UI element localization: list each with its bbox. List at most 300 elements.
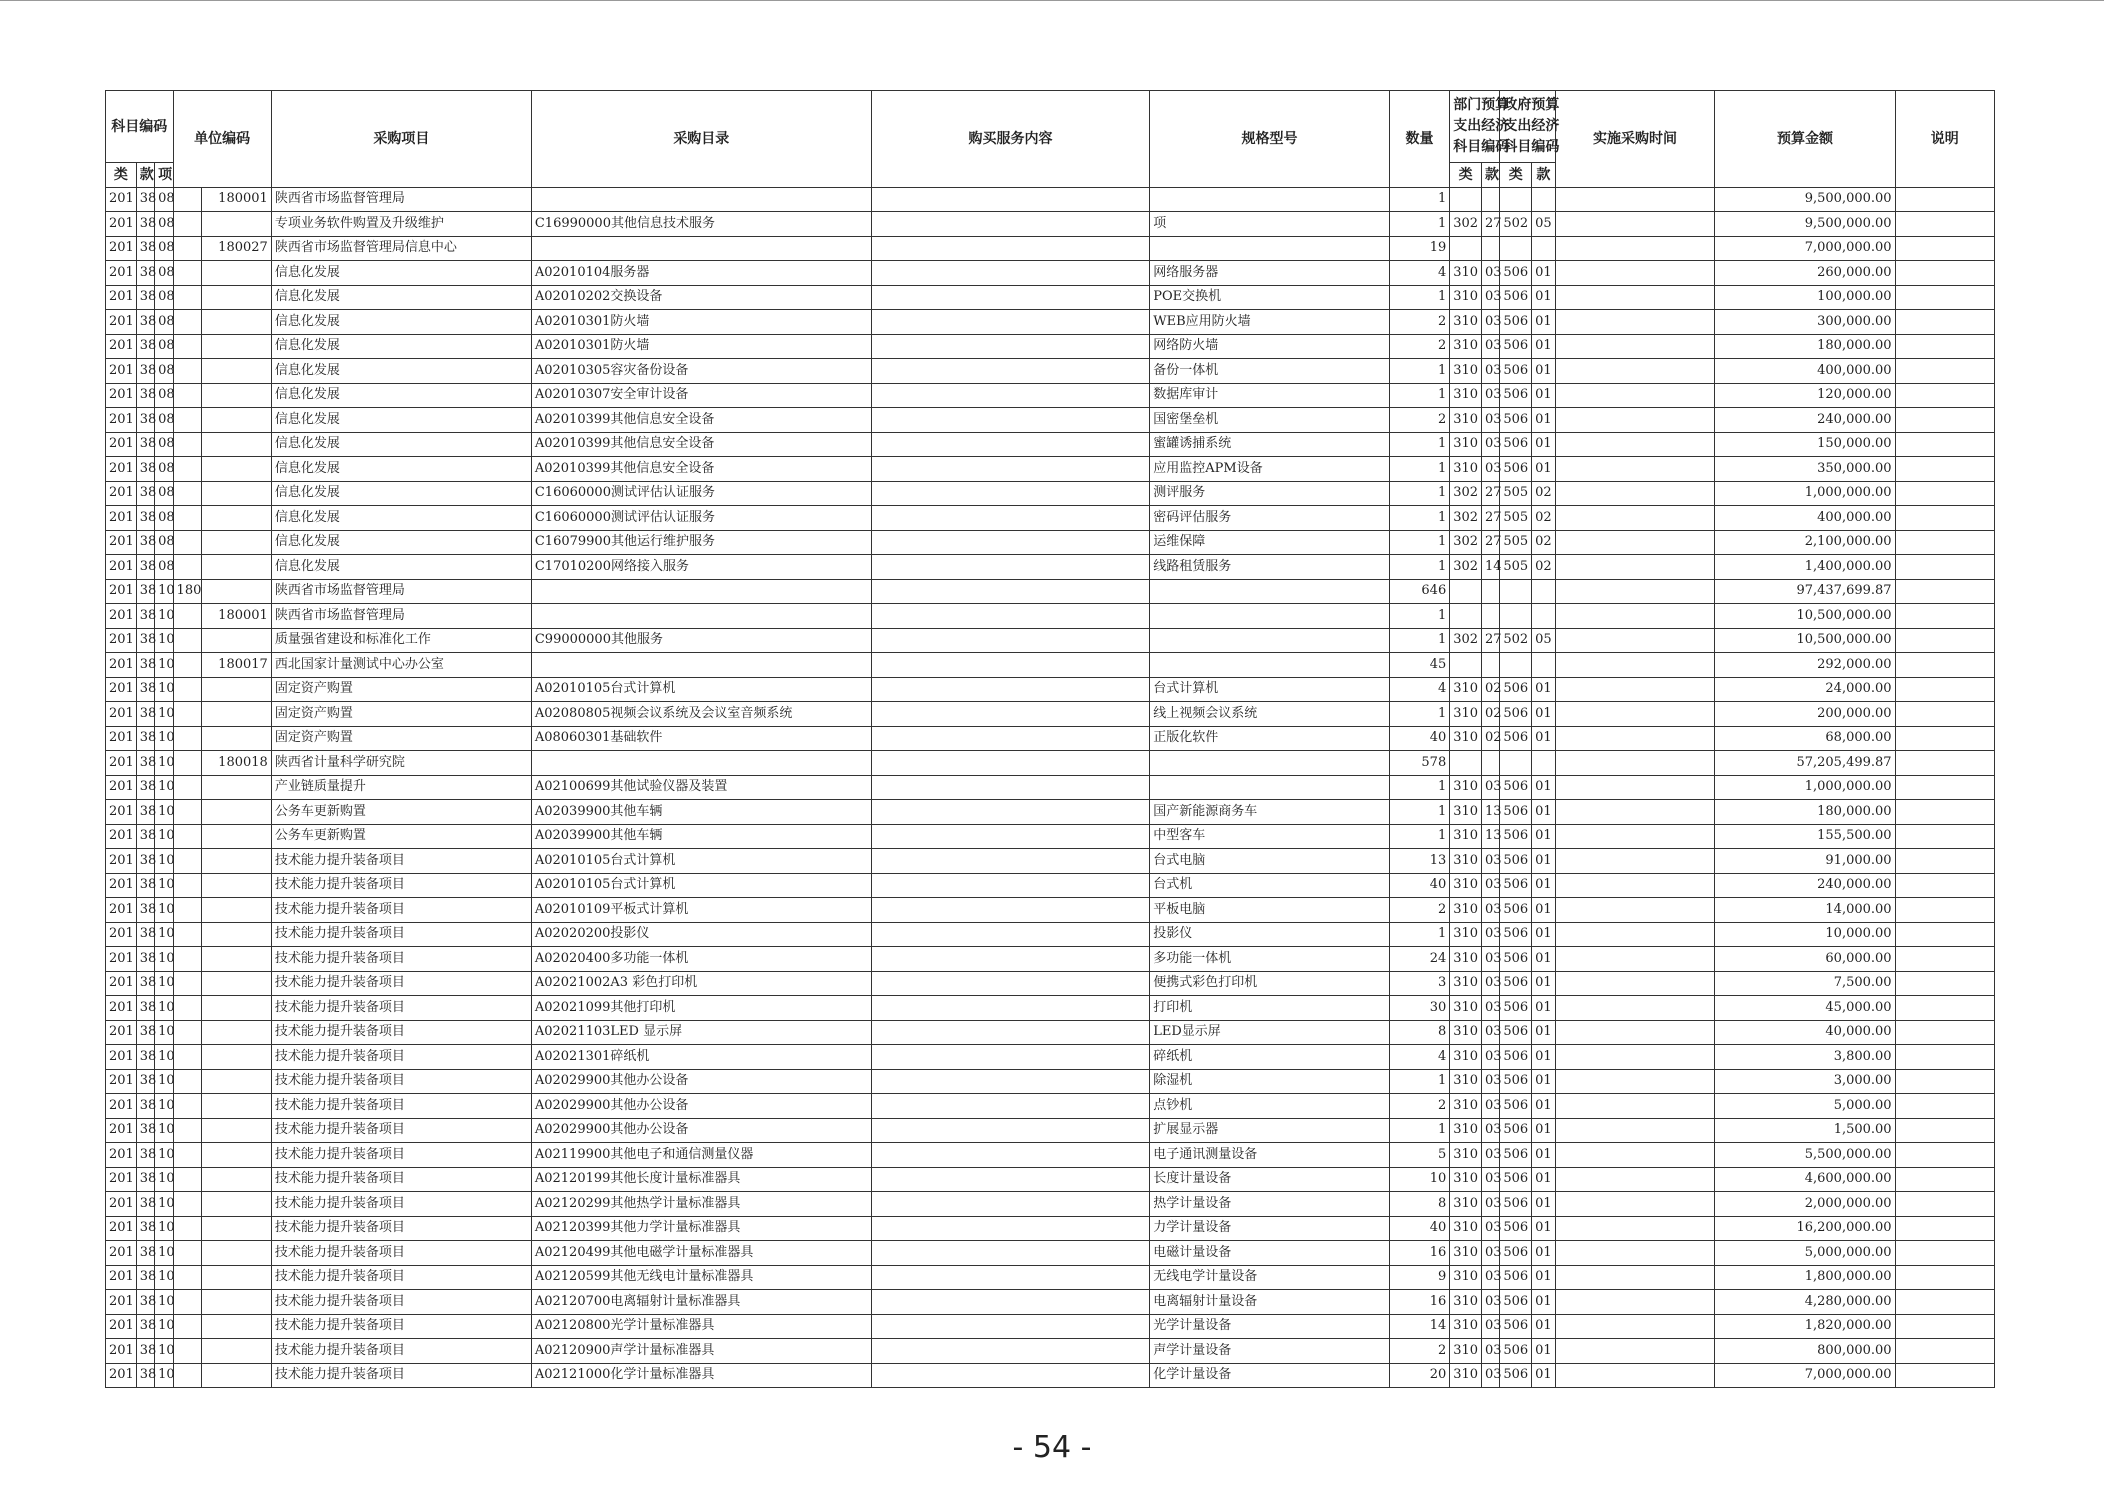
- cell-gov-lei: 506: [1500, 922, 1532, 947]
- cell-dept-lei: 310: [1450, 800, 1482, 825]
- header-sub-kuan-2: 款: [1532, 163, 1556, 188]
- cell-time: [1555, 898, 1715, 923]
- cell-project: 信息化发展: [271, 457, 531, 482]
- cell-service: [871, 1192, 1149, 1217]
- header-service: 购买服务内容: [871, 91, 1149, 188]
- cell-lei: 201: [106, 1265, 137, 1290]
- cell-service: [871, 383, 1149, 408]
- cell-dept-lei: 310: [1450, 971, 1482, 996]
- cell-note: [1895, 1314, 1994, 1339]
- cell-service: [871, 1094, 1149, 1119]
- header-catalog: 采购目录: [531, 91, 871, 188]
- cell-amount: 1,000,000.00: [1715, 481, 1895, 506]
- cell-catalog: A02010305容灾备份设备: [531, 359, 871, 384]
- cell-dept-lei: [1450, 751, 1482, 776]
- cell-note: [1895, 628, 1994, 653]
- cell-xiang-extra: [173, 1314, 202, 1339]
- cell-gov-lei: [1500, 187, 1532, 212]
- cell-gov-lei: 506: [1500, 947, 1532, 972]
- cell-note: [1895, 922, 1994, 947]
- cell-xiang: 08: [155, 481, 173, 506]
- cell-xiang: 08: [155, 555, 173, 580]
- cell-dept-kuan: 03: [1481, 383, 1499, 408]
- table-row: [106, 604, 1995, 629]
- cell-dept-lei: 310: [1450, 1314, 1482, 1339]
- cell-dept-kuan: [1481, 579, 1499, 604]
- cell-xiang: 10: [155, 922, 173, 947]
- cell-service: [871, 971, 1149, 996]
- cell-gov-lei: 505: [1500, 481, 1532, 506]
- cell-unit-code: [202, 775, 272, 800]
- cell-qty: 2: [1389, 1094, 1449, 1119]
- cell-qty: 1: [1389, 359, 1449, 384]
- cell-xiang: 08: [155, 408, 173, 433]
- cell-spec: 密码评估服务: [1150, 506, 1390, 531]
- cell-qty: 2: [1389, 898, 1449, 923]
- cell-time: [1555, 1290, 1715, 1315]
- cell-qty: 1: [1389, 1069, 1449, 1094]
- cell-project: 技术能力提升装备项目: [271, 1192, 531, 1217]
- table-row: [106, 530, 1995, 555]
- cell-lei: 201: [106, 1069, 137, 1094]
- cell-dept-kuan: 03: [1481, 285, 1499, 310]
- cell-catalog: A02010307安全审计设备: [531, 383, 871, 408]
- cell-qty: 2: [1389, 334, 1449, 359]
- cell-project: 技术能力提升装备项目: [271, 1216, 531, 1241]
- cell-time: [1555, 1118, 1715, 1143]
- cell-unit-code: [202, 922, 272, 947]
- cell-dept-lei: 310: [1450, 1094, 1482, 1119]
- cell-xiang-extra: [173, 604, 202, 629]
- cell-gov-lei: 506: [1500, 1045, 1532, 1070]
- cell-gov-kuan: 01: [1532, 775, 1556, 800]
- cell-service: [871, 1290, 1149, 1315]
- cell-spec: 运维保障: [1150, 530, 1390, 555]
- cell-catalog: A02121000化学计量标准器具: [531, 1363, 871, 1388]
- cell-catalog: A02120800光学计量标准器具: [531, 1314, 871, 1339]
- cell-note: [1895, 751, 1994, 776]
- header-kemu-code: 科目编码: [106, 91, 174, 163]
- cell-unit-code: [202, 457, 272, 482]
- cell-xiang-extra: [173, 310, 202, 335]
- cell-xiang: 10: [155, 1118, 173, 1143]
- cell-spec: 力学计量设备: [1150, 1216, 1390, 1241]
- cell-dept-lei: 302: [1450, 506, 1482, 531]
- cell-time: [1555, 1094, 1715, 1119]
- cell-catalog: C16060000测试评估认证服务: [531, 506, 871, 531]
- cell-qty: 9: [1389, 1265, 1449, 1290]
- cell-time: [1555, 922, 1715, 947]
- cell-spec: LED显示屏: [1150, 1020, 1390, 1045]
- cell-catalog: A02029900其他办公设备: [531, 1118, 871, 1143]
- cell-note: [1895, 236, 1994, 261]
- cell-xiang: 10: [155, 824, 173, 849]
- cell-catalog: A02010104服务器: [531, 261, 871, 286]
- cell-kuan: 38: [136, 628, 154, 653]
- cell-xiang: 10: [155, 800, 173, 825]
- cell-kuan: 38: [136, 751, 154, 776]
- cell-xiang-extra: [173, 261, 202, 286]
- cell-time: [1555, 579, 1715, 604]
- cell-time: [1555, 1192, 1715, 1217]
- cell-catalog: A02029900其他办公设备: [531, 1069, 871, 1094]
- cell-service: [871, 1069, 1149, 1094]
- cell-kuan: 38: [136, 187, 154, 212]
- cell-xiang: 08: [155, 383, 173, 408]
- cell-kuan: 38: [136, 530, 154, 555]
- cell-amount: 10,000.00: [1715, 922, 1895, 947]
- cell-amount: 800,000.00: [1715, 1339, 1895, 1364]
- cell-xiang-extra: [173, 824, 202, 849]
- cell-kuan: 38: [136, 261, 154, 286]
- table-row: [106, 775, 1995, 800]
- cell-note: [1895, 457, 1994, 482]
- cell-lei: 201: [106, 1192, 137, 1217]
- cell-project: 信息化发展: [271, 310, 531, 335]
- cell-dept-lei: 310: [1450, 1167, 1482, 1192]
- cell-gov-lei: 506: [1500, 873, 1532, 898]
- cell-xiang: 10: [155, 1339, 173, 1364]
- cell-note: [1895, 1045, 1994, 1070]
- cell-qty: 1: [1389, 285, 1449, 310]
- cell-service: [871, 506, 1149, 531]
- cell-xiang: 08: [155, 334, 173, 359]
- table-row: [106, 579, 1995, 604]
- cell-unit-code: [202, 555, 272, 580]
- cell-spec: 网络防火墙: [1150, 334, 1390, 359]
- cell-spec: 国产新能源商务车: [1150, 800, 1390, 825]
- cell-service: [871, 628, 1149, 653]
- cell-service: [871, 1363, 1149, 1388]
- cell-unit-code: [202, 800, 272, 825]
- cell-catalog: A02080805视频会议系统及会议室音频系统: [531, 702, 871, 727]
- cell-kuan: 38: [136, 506, 154, 531]
- cell-spec: 正版化软件: [1150, 726, 1390, 751]
- cell-time: [1555, 1020, 1715, 1045]
- cell-xiang: 08: [155, 261, 173, 286]
- header-amount: 预算金额: [1715, 91, 1895, 188]
- cell-service: [871, 653, 1149, 678]
- cell-time: [1555, 1069, 1715, 1094]
- cell-time: [1555, 432, 1715, 457]
- cell-project: 技术能力提升装备项目: [271, 898, 531, 923]
- cell-note: [1895, 481, 1994, 506]
- cell-dept-kuan: 02: [1481, 677, 1499, 702]
- cell-unit-code: [202, 1241, 272, 1266]
- cell-dept-kuan: 02: [1481, 726, 1499, 751]
- cell-gov-kuan: 01: [1532, 849, 1556, 874]
- cell-qty: 4: [1389, 677, 1449, 702]
- cell-amount: 1,400,000.00: [1715, 555, 1895, 580]
- cell-dept-lei: 310: [1450, 1339, 1482, 1364]
- cell-xiang-extra: [173, 628, 202, 653]
- cell-note: [1895, 604, 1994, 629]
- cell-qty: 1: [1389, 432, 1449, 457]
- table-row: [106, 1241, 1995, 1266]
- cell-project: 信息化发展: [271, 334, 531, 359]
- cell-project: 陕西省市场监督管理局: [271, 187, 531, 212]
- cell-service: [871, 849, 1149, 874]
- cell-unit-code: [202, 432, 272, 457]
- cell-dept-kuan: 13: [1481, 824, 1499, 849]
- cell-gov-kuan: 01: [1532, 1069, 1556, 1094]
- cell-service: [871, 824, 1149, 849]
- cell-project: 信息化发展: [271, 432, 531, 457]
- cell-time: [1555, 187, 1715, 212]
- table-row: [106, 261, 1995, 286]
- cell-gov-kuan: 01: [1532, 996, 1556, 1021]
- cell-xiang-extra: [173, 677, 202, 702]
- cell-catalog: A02010301防火墙: [531, 310, 871, 335]
- cell-note: [1895, 506, 1994, 531]
- cell-dept-kuan: 03: [1481, 359, 1499, 384]
- cell-note: [1895, 1094, 1994, 1119]
- cell-catalog: A02021002A3 彩色打印机: [531, 971, 871, 996]
- cell-time: [1555, 481, 1715, 506]
- cell-unit-code: [202, 824, 272, 849]
- cell-gov-kuan: 02: [1532, 506, 1556, 531]
- cell-kuan: 38: [136, 383, 154, 408]
- cell-xiang: 10: [155, 1314, 173, 1339]
- cell-gov-kuan: 02: [1532, 530, 1556, 555]
- cell-kuan: 38: [136, 947, 154, 972]
- cell-spec: 应用监控APM设备: [1150, 457, 1390, 482]
- table-row: [106, 1020, 1995, 1045]
- cell-kuan: 38: [136, 457, 154, 482]
- cell-xiang: 08: [155, 530, 173, 555]
- cell-project: 技术能力提升装备项目: [271, 922, 531, 947]
- cell-qty: 13: [1389, 849, 1449, 874]
- header-unit-code: 单位编码: [173, 91, 271, 188]
- cell-spec: [1150, 604, 1390, 629]
- cell-dept-kuan: [1481, 604, 1499, 629]
- cell-xiang: 08: [155, 457, 173, 482]
- cell-dept-kuan: 03: [1481, 457, 1499, 482]
- cell-dept-lei: 310: [1450, 898, 1482, 923]
- table-row: [106, 898, 1995, 923]
- cell-service: [871, 481, 1149, 506]
- cell-project: 技术能力提升装备项目: [271, 1363, 531, 1388]
- cell-catalog: A02010105台式计算机: [531, 849, 871, 874]
- cell-kuan: 38: [136, 653, 154, 678]
- cell-lei: 201: [106, 1339, 137, 1364]
- table-row: [106, 506, 1995, 531]
- cell-lei: 201: [106, 1020, 137, 1045]
- cell-catalog: C17010200网络接入服务: [531, 555, 871, 580]
- cell-amount: 45,000.00: [1715, 996, 1895, 1021]
- cell-gov-kuan: 01: [1532, 1216, 1556, 1241]
- cell-time: [1555, 947, 1715, 972]
- cell-catalog: [531, 236, 871, 261]
- table-row: [106, 1290, 1995, 1315]
- cell-gov-kuan: 01: [1532, 873, 1556, 898]
- cell-catalog: A02021099其他打印机: [531, 996, 871, 1021]
- cell-unit-code: [202, 1094, 272, 1119]
- cell-xiang-extra: [173, 1290, 202, 1315]
- cell-lei: 201: [106, 824, 137, 849]
- cell-service: [871, 457, 1149, 482]
- cell-xiang-extra: [173, 947, 202, 972]
- cell-lei: 201: [106, 653, 137, 678]
- cell-kuan: 38: [136, 824, 154, 849]
- cell-note: [1895, 261, 1994, 286]
- cell-qty: 4: [1389, 1045, 1449, 1070]
- cell-dept-kuan: 27: [1481, 212, 1499, 237]
- cell-note: [1895, 653, 1994, 678]
- cell-amount: 9,500,000.00: [1715, 187, 1895, 212]
- cell-spec: 碎纸机: [1150, 1045, 1390, 1070]
- cell-spec: 蜜罐诱捕系统: [1150, 432, 1390, 457]
- cell-time: [1555, 506, 1715, 531]
- cell-gov-kuan: 01: [1532, 1167, 1556, 1192]
- cell-service: [871, 751, 1149, 776]
- cell-qty: 1: [1389, 1118, 1449, 1143]
- cell-catalog: C16060000测试评估认证服务: [531, 481, 871, 506]
- cell-qty: 1: [1389, 702, 1449, 727]
- cell-note: [1895, 775, 1994, 800]
- cell-service: [871, 1216, 1149, 1241]
- cell-xiang: 10: [155, 1143, 173, 1168]
- cell-spec: [1150, 653, 1390, 678]
- table-row: [106, 800, 1995, 825]
- cell-project: 信息化发展: [271, 530, 531, 555]
- cell-dept-lei: 310: [1450, 775, 1482, 800]
- cell-xiang-extra: [173, 1265, 202, 1290]
- cell-project: 技术能力提升装备项目: [271, 1241, 531, 1266]
- cell-lei: 201: [106, 849, 137, 874]
- cell-service: [871, 432, 1149, 457]
- cell-amount: 16,200,000.00: [1715, 1216, 1895, 1241]
- cell-lei: 201: [106, 898, 137, 923]
- cell-amount: 10,500,000.00: [1715, 604, 1895, 629]
- cell-unit-code: [202, 408, 272, 433]
- cell-xiang-extra: [173, 1167, 202, 1192]
- cell-dept-lei: 302: [1450, 212, 1482, 237]
- cell-unit-code: [202, 310, 272, 335]
- cell-amount: 100,000.00: [1715, 285, 1895, 310]
- cell-note: [1895, 530, 1994, 555]
- cell-gov-kuan: 01: [1532, 1020, 1556, 1045]
- cell-xiang: 10: [155, 579, 173, 604]
- cell-kuan: 38: [136, 408, 154, 433]
- cell-project: 技术能力提升装备项目: [271, 1314, 531, 1339]
- cell-xiang: 10: [155, 873, 173, 898]
- cell-time: [1555, 775, 1715, 800]
- cell-lei: 201: [106, 481, 137, 506]
- cell-unit-code: [202, 971, 272, 996]
- cell-gov-lei: 506: [1500, 775, 1532, 800]
- header-sub-lei-1: 类: [1450, 163, 1482, 188]
- cell-qty: 1: [1389, 212, 1449, 237]
- cell-xiang-extra: [173, 1094, 202, 1119]
- cell-dept-kuan: 02: [1481, 702, 1499, 727]
- cell-lei: 201: [106, 751, 137, 776]
- cell-project: 信息化发展: [271, 506, 531, 531]
- header-gov-econ: [1500, 91, 1560, 163]
- cell-catalog: A02020200投影仪: [531, 922, 871, 947]
- cell-note: [1895, 971, 1994, 996]
- cell-qty: 1: [1389, 506, 1449, 531]
- cell-gov-kuan: 01: [1532, 1192, 1556, 1217]
- cell-unit-code: [202, 530, 272, 555]
- cell-unit-code: [202, 1143, 272, 1168]
- cell-service: [871, 212, 1149, 237]
- cell-xiang-extra: [173, 285, 202, 310]
- cell-dept-lei: 310: [1450, 726, 1482, 751]
- cell-dept-lei: [1450, 187, 1482, 212]
- cell-dept-kuan: 03: [1481, 1290, 1499, 1315]
- cell-amount: 2,100,000.00: [1715, 530, 1895, 555]
- table-row: [106, 1363, 1995, 1388]
- cell-service: [871, 1020, 1149, 1045]
- cell-project: 陕西省市场监督管理局: [271, 579, 531, 604]
- cell-qty: 1: [1389, 187, 1449, 212]
- cell-unit-code: [202, 947, 272, 972]
- cell-gov-kuan: 01: [1532, 1241, 1556, 1266]
- cell-gov-kuan: [1532, 604, 1556, 629]
- cell-time: [1555, 1363, 1715, 1388]
- cell-xiang-extra: [173, 971, 202, 996]
- cell-lei: 201: [106, 579, 137, 604]
- cell-service: [871, 1265, 1149, 1290]
- cell-xiang-extra: [173, 653, 202, 678]
- cell-xiang-extra: [173, 873, 202, 898]
- cell-catalog: A02120299其他热学计量标准器具: [531, 1192, 871, 1217]
- cell-xiang-extra: [173, 1339, 202, 1364]
- cell-gov-kuan: 01: [1532, 432, 1556, 457]
- cell-spec: 便携式彩色打印机: [1150, 971, 1390, 996]
- cell-lei: 201: [106, 359, 137, 384]
- cell-dept-lei: 310: [1450, 1216, 1482, 1241]
- cell-dept-lei: 310: [1450, 677, 1482, 702]
- cell-service: [871, 1118, 1149, 1143]
- cell-dept-lei: [1450, 604, 1482, 629]
- cell-project: 信息化发展: [271, 555, 531, 580]
- cell-project: 信息化发展: [271, 481, 531, 506]
- cell-xiang-extra: [173, 996, 202, 1021]
- cell-dept-lei: 310: [1450, 310, 1482, 335]
- cell-time: [1555, 1216, 1715, 1241]
- cell-unit-code: [202, 1290, 272, 1315]
- cell-service: [871, 1143, 1149, 1168]
- cell-gov-kuan: 05: [1532, 628, 1556, 653]
- cell-note: [1895, 1290, 1994, 1315]
- cell-amount: 180,000.00: [1715, 800, 1895, 825]
- cell-lei: 201: [106, 432, 137, 457]
- cell-qty: 16: [1389, 1241, 1449, 1266]
- cell-time: [1555, 726, 1715, 751]
- cell-unit-code: [202, 1118, 272, 1143]
- cell-catalog: A02100699其他试验仪器及装置: [531, 775, 871, 800]
- cell-gov-kuan: 01: [1532, 1143, 1556, 1168]
- cell-gov-kuan: 01: [1532, 971, 1556, 996]
- cell-xiang: 10: [155, 653, 173, 678]
- cell-gov-kuan: 01: [1532, 824, 1556, 849]
- cell-amount: 200,000.00: [1715, 702, 1895, 727]
- cell-time: [1555, 849, 1715, 874]
- cell-kuan: 38: [136, 212, 154, 237]
- cell-kuan: 38: [136, 1339, 154, 1364]
- cell-amount: 5,500,000.00: [1715, 1143, 1895, 1168]
- cell-lei: 201: [106, 334, 137, 359]
- cell-service: [871, 604, 1149, 629]
- cell-dept-lei: 302: [1450, 628, 1482, 653]
- cell-gov-kuan: [1532, 236, 1556, 261]
- cell-lei: 201: [106, 1314, 137, 1339]
- cell-catalog: A08060301基础软件: [531, 726, 871, 751]
- cell-gov-kuan: 01: [1532, 800, 1556, 825]
- cell-unit-code: [202, 1314, 272, 1339]
